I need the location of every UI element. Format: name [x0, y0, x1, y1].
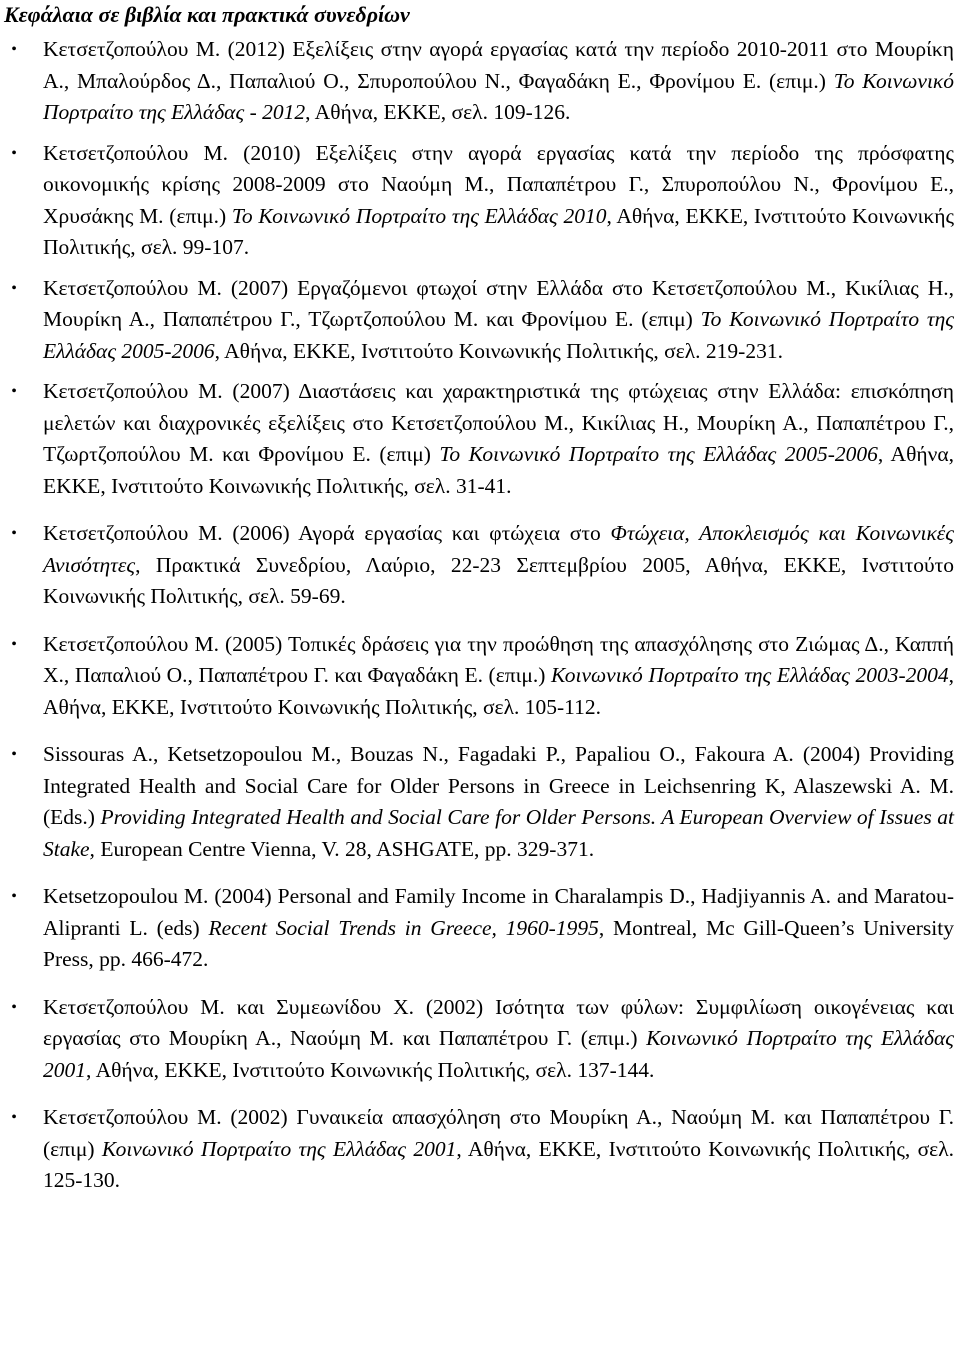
- reference-text: Κετσετζοπούλου Μ. (2005) Τοπικές δράσεις για την προώθηση της απασχόλησης στο Ζιώμας Δ., Καππή Χ., Παπαλιού Ο., Παπαπέτρου Γ. και Φαγαδάκη Ε. (επιμ.): [43, 631, 954, 687]
- bullet-icon: •: [11, 383, 17, 400]
- bullet-icon: •: [11, 635, 17, 653]
- bullet-icon: •: [11, 888, 17, 905]
- bullet-icon: •: [11, 746, 17, 763]
- reference-item: [4, 992, 954, 1087]
- reference-text: , Πρακτικά Συνεδρίου, Λαύριο, 22-23 Σεπτεμβρίου 2005, Αθήνα, ΕΚΚΕ, Ινστιτούτο Κοινωνικής Πολιτικής, σελ. 59-69.: [43, 552, 954, 608]
- reference-text: Ketsetzopoulou M. (2004) Personal and Family Income in Charalampis D., Hadjiyannis A. and Maratou-Alipranti L. (eds): [43, 884, 954, 940]
- reference-item: [4, 739, 954, 865]
- reference-title-italic: Το Κοινωνικό Πορτραίτο της Ελλάδας - 2012: [43, 68, 954, 124]
- reference-text: Κετσετζοπούλου Μ. (2012) Εξελίξεις στην αγορά εργασίας κατά την περίοδο 2010-2011 στο Μουρίκη Α., Μπαλούρδος Δ., Παπαλιού Ο., Σπυροπούλου Ν., Φαγαδάκη Ε., Φρονίμου Ε. (επιμ.): [43, 37, 954, 93]
- reference-text: , Αθήνα, ΕΚΚΕ, Ινστιτούτο Κοινωνικής Πολιτικής, σελ. 31-41.: [43, 442, 954, 498]
- reference-item: [4, 1102, 954, 1197]
- reference-title-italic: Κοινωνικό Πορτραίτο της Ελλάδας 2001: [43, 1026, 954, 1082]
- reference-title-italic: Κοινωνικό Πορτραίτο της Ελλάδας 2001: [101, 1136, 457, 1161]
- reference-text: Κετσετζοπούλου Μ. (2007) Εργαζόμενοι φτωχοί στην Ελλάδα στο Κετσετζοπούλου Μ., Κικίλιας Η., Μουρίκη Α., Παπαπέτρου Γ., Τζωρτζοπούλου Μ. και Φρονίμου Ε. (επιμ): [43, 275, 954, 331]
- reference-title-italic: Το Κοινωνικό Πορτραίτο της Ελλάδας 2005-2006: [43, 307, 954, 363]
- reference-title-italic: Το Κοινωνικό Πορτραίτο της Ελλάδας 2005-2006: [439, 442, 878, 466]
- reference-list: [4, 34, 954, 1197]
- bullet-icon: •: [11, 1109, 17, 1126]
- reference-item: [4, 518, 954, 613]
- reference-title-italic: Κοινωνικό Πορτραίτο της Ελλάδας 2003-2004: [551, 663, 949, 687]
- reference-title-italic: Το Κοινωνικό Πορτραίτο της Ελλάδας 2010: [231, 203, 607, 228]
- reference-text: Κετσετζοπούλου Μ. (2002) Γυναικεία απασχόληση στο Μουρίκη Α., Ναούμη Μ. και Παπαπέτρου Γ.(επιμ): [43, 1105, 954, 1161]
- reference-text: , Αθήνα, ΕΚΚΕ, Ινστιτούτο Κοινωνικής Πολιτικής, σελ. 99-107.: [43, 203, 954, 259]
- reference-text: Κετσετζοπούλου Μ. (2006) Αγορά εργασίας και φτώχεια στο: [43, 521, 611, 545]
- reference-text: Sissouras A., Ketsetzopoulou M., Bouzas N., Fagadaki P., Papaliou O., Fakoura A. (2004) Providing Integrated Health and Social Care for Older Persons in Greece in Leichsenring K, Alaszewski A. M. (Eds.): [43, 742, 954, 829]
- reference-title-italic: Recent Social Trends in Greece, 1960-1995: [208, 915, 599, 940]
- reference-text: , Αθήνα, ΕΚΚΕ, Ινστιτούτο Κοινωνικής Πολιτικής, σελ. 125-130.: [43, 1136, 954, 1192]
- bullet-icon: •: [11, 279, 17, 297]
- reference-text: Κετσετζοπούλου Μ. και Συμεωνίδου Χ. (2002) Ισότητα των φύλων: Συμφιλίωση οικογένειας και εργασίας στο Μουρίκη Α., Ναούμη Μ. και Παπαπέτρου Γ. (επιμ.): [43, 994, 954, 1050]
- bullet-icon: •: [11, 144, 17, 162]
- bullet-icon: •: [11, 998, 17, 1016]
- bullet-icon: •: [11, 41, 17, 58]
- reference-title-italic: Φτώχεια, Αποκλεισμός και Κοινωνικές Ανισότητες: [43, 521, 954, 577]
- reference-item: [4, 881, 954, 976]
- reference-item: [4, 629, 954, 724]
- reference-title-italic: Providing Integrated Health and Social Care for Older Persons. A European Overview of Issues at Stake,: [43, 805, 954, 861]
- reference-item: [4, 138, 954, 264]
- section-heading: Κεφάλαια σε βιβλία και πρακτικά συνεδρίων: [4, 2, 410, 27]
- reference-text: , Αθήνα, ΕΚΚΕ, Ινστιτούτο Κοινωνικής Πολιτικής, σελ. 105-112.: [43, 663, 954, 719]
- reference-text: European Centre Vienna, V. 28, ASHGATE, pp. 329-371.: [94, 836, 595, 861]
- reference-text: , Αθήνα, ΕΚΚΕ, Ινστιτούτο Κοινωνικής Πολιτικής, σελ. 219-231.: [214, 338, 783, 363]
- reference-text: Κετσετζοπούλου Μ. (2007) Διαστάσεις και χαρακτηριστικά της φτώχειας στην Ελλάδα: επισκόπηση μελετών και διαχρονικές εξελίξεις στο Κετσετζοπούλου Μ., Κικίλιας Η., Μουρίκη Α., Παπαπέτρου Γ., Τζωρτζοπούλου Μ. και Φρονίμου Ε. (επιμ): [43, 379, 954, 466]
- reference-text: , Montreal, Mc Gill-Queen’s University Press, pp. 466-472.: [43, 915, 954, 971]
- reference-text: , Αθήνα, ΕΚΚΕ, σελ. 109-126.: [305, 100, 571, 124]
- reference-text: Κετσετζοπούλου Μ. (2010) Εξελίξεις στην αγορά εργασίας κατά την περίοδο της πρόσφατης οικονομικής κρίσης 2008-2009 στο Ναούμη Μ., Παπαπέτρου Γ., Σπυροπούλου Ν., Φρονίμου Ε., Χρυσάκης Μ. (επιμ.): [43, 140, 954, 228]
- reference-item: [4, 273, 954, 368]
- bullet-icon: •: [11, 525, 17, 542]
- reference-text: , Αθήνα, ΕΚΚΕ, Ινστιτούτο Κοινωνικής Πολιτικής, σελ. 137-144.: [86, 1057, 655, 1082]
- reference-item: [4, 34, 954, 129]
- reference-item: [4, 376, 954, 502]
